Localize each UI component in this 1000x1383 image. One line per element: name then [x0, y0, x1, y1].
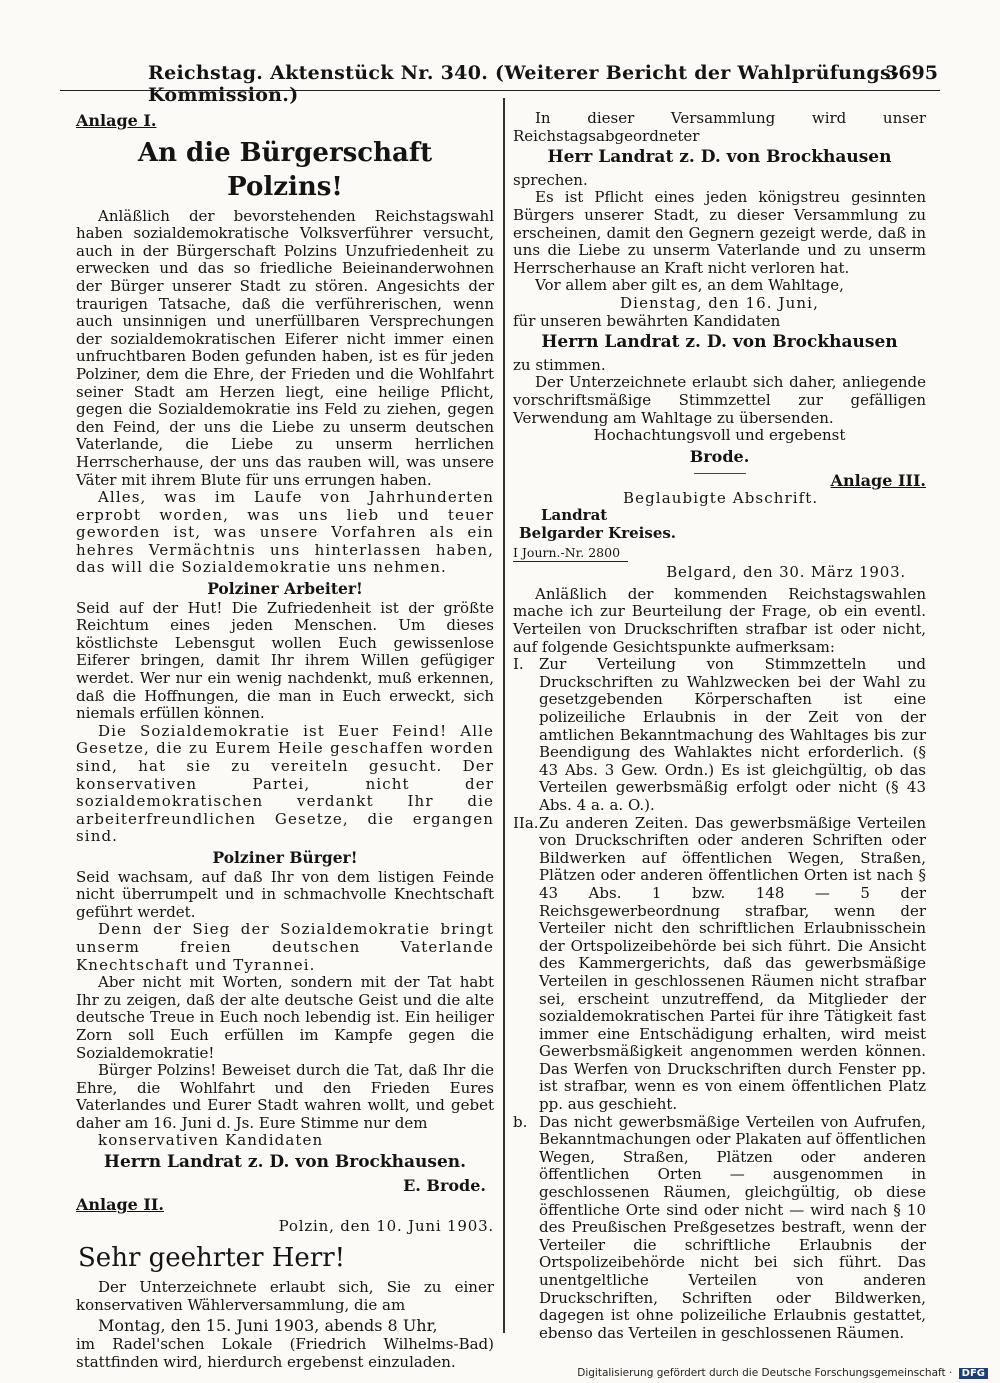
election-date: Dienstag, den 16. Juni, — [620, 293, 819, 312]
journal-number: I Journ.-Nr. 2800 — [513, 544, 628, 563]
paragraph: Es ist Pflicht eines jeden königstreu gesinnten Bürgers unserer Stadt, zu dieser Versammlung zu erscheinen, damit den Gegnern gezeigt werde, daß in uns die Liebe zu unserm Vaterlande und zu unserm Herrscherhause an Kraft nicht verloren hat. — [513, 188, 926, 277]
list-item — [513, 656, 926, 814]
closing: Hochachtungsvoll und ergebenst — [593, 426, 846, 445]
annex-1-title: An die Bürgerschaft Polzins! — [137, 137, 433, 202]
paragraph: Denn der Sieg der Sozialdemokratie bringt unserm freien deutschen Vaterlande Knechtschaft und Tyrannei. — [76, 920, 494, 974]
candidate-name: Herrn Landrat z. D. von Brockhausen — [541, 332, 898, 353]
item-text: Das nicht gewerbsmäßige Verteilen von Aufrufen, Bekanntmachungen oder Plakaten auf öffentlichen Wegen, Straßen, Plätzen oder anderen öffentlichen Orten — ausgenommen in geschlossenen Räumen, gleichgültig, ob diese öffentliche Orte sind oder nicht — wird nach § 10 des Preußischen Preßgesetzes bestraft, wenn der Verteiler die schriftliche Erlaubnis der Ortspolizeibehörde nicht bei sich führt. Das unentgeltliche Verteilen von anderen Druckschriften, Schriften oder Bildwerken, dagegen ist ohne polizeiliche Erlaubnis gestattet, ebenso das Verteilen in geschlossenen Räumen. — [539, 1112, 926, 1342]
item-marker: b. — [513, 1112, 528, 1131]
left-column — [76, 110, 494, 1371]
signature: Brode. — [689, 446, 750, 466]
paragraph: konservativen Kandidaten — [98, 1131, 324, 1150]
list-item — [513, 815, 926, 1114]
paragraph: In dieser Versammlung wird unser Reichstagsabgeordneter — [513, 109, 926, 145]
landrat-line: Landrat — [541, 506, 608, 525]
paragraph: Seid wachsam, auf daß Ihr von dem listigen Feinde nicht überrumpelt und in schmachvolle Knechtschaft geführt werdet. — [76, 867, 494, 921]
paragraph: Der Unterzeichnete erlaubt sich, Sie zu einer konservativen Wählerversammlung, die am — [76, 1278, 494, 1315]
paragraph: Vor allem aber gilt es, an dem Wahltage, — [535, 276, 844, 295]
subheading-workers: Polziner Arbeiter! — [207, 579, 363, 599]
paragraph: Aber nicht mit Worten, sondern mit der Tat habt Ihr zu zeigen, daß der alte deutsche Geist und die alte deutsche Treue in Euch noch lebendig ist. Ein heiliger Zorn soll Euch erfüllen im Kampfe gegen die Sozialdemokratie! — [76, 973, 494, 1062]
paragraph: sprechen. — [513, 170, 588, 189]
certified-copy: Beglaubigte Abschrift. — [623, 488, 819, 507]
item-marker: IIa. — [513, 813, 539, 832]
footer-credit — [577, 1367, 988, 1379]
header-title: Reichstag. Aktenstück Nr. 340. (Weiterer Bericht der Wahlprüfungs-Kommission.) — [148, 62, 900, 106]
page-header — [60, 58, 940, 106]
dfg-logo: DFG — [959, 1368, 988, 1379]
paragraph: für unseren bewährten Kandidaten — [513, 311, 781, 330]
footer-text: Digitalisierung gefördert durch die Deutsche Forschungsgemeinschaft · — [577, 1367, 953, 1379]
right-column — [513, 110, 926, 1342]
paragraph: Anläßlich der bevorstehenden Reichstagswahl haben sozialdemokratische Volksverführer versucht, auch in der Bürgerschaft Polzins Unzufriedenheit zu erwecken und das so friedliche Beieinanderwohnen der Bürger unserer Stadt zu stören. Angesichts der traurigen Tatsache, daß die verführerischen, wenn auch unsinnigen und unerfüllbaren Versprechungen der sozialdemokratischen Eiferer nicht immer einen unfruchtbaren Boden gefunden haben, ist es für jeden Polziner, dem die Ehre, der Frieden und die Wohlfahrt seiner Stadt am Herzen liegt, eine heilige Pflicht, gegen die Sozialdemokratie ins Feld zu ziehen, gegen den Feind, der uns die Liebe zu unserm deutschen Vaterlande, die Liebe zu unserm herrlichen Herrscherhause, der uns das rauben will, was unsere Väter mit ihrem Blute für uns errungen haben. — [76, 206, 494, 489]
annex-2-title: Sehr geehrter Herr! — [78, 1243, 346, 1274]
column-divider — [503, 98, 505, 1333]
item-marker: I. — [513, 655, 524, 674]
date-line: Belgard, den 30. März 1903. — [666, 563, 906, 582]
annex-1-label: Anlage I. — [76, 111, 157, 130]
district-line: Belgarder Kreises. — [519, 524, 677, 543]
list-item — [513, 1114, 926, 1343]
subheading-citizens: Polziner Bürger! — [212, 847, 358, 867]
signature: E. Brode. — [403, 1175, 486, 1195]
page-number: 3695 — [885, 62, 938, 84]
item-text: Zu anderen Zeiten. Das gewerbsmäßige Verteilen von Druckschriften oder anderen Schriften oder Bildwerken auf öffentlichen Wegen, Straßen, Plätzen oder anderen öffentlichen Orten ist nach § 43 Abs. 1 bzw. 148 — 5 der Reichsgewerbeordnung strafbar, wenn der Verteiler nicht den schriftlichen Erlaubnisschein der Ortspolizeibehörde bei sich führt. Die Ansicht des Kammergerichts, daß das gewerbsmäßige Verteilen in geschlossenen Räumen nicht strafbar sei, erscheint unzutreffend, da Mitglieder der sozialdemokratischen Partei für ihre Tätigkeit fast immer eine Entschädigung erhalten, wird meist Gewerbsmäßigkeit angenommen werden können. Das Werfen von Druckschriften durch Fenster pp. ist strafbar, wenn es von einem öffentlichen Platz pp. aus geschieht. — [539, 813, 926, 1114]
paragraph: Alles, was im Laufe von Jahrhunderten erprobt worden, was uns lieb und teuer geworden ist, was unsere Vorfahren als ein hehres Vermächtnis uns hinterlassen haben, das will die Sozialdemokratie uns nehmen. — [76, 488, 494, 577]
candidate-name: Herr Landrat z. D. von Brockhausen — [547, 147, 892, 168]
annex-3-label: Anlage III. — [830, 471, 926, 491]
paragraph: Bürger Polzins! Beweiset durch die Tat, daß Ihr die Ehre, die Wohlfahrt und den Frieden Eures Vaterlandes und Eurer Stadt wahren wollt, und gebet daher am 16. Juni d. Js. Eure Stimme nur dem — [76, 1061, 494, 1132]
provisions-list — [513, 656, 926, 1342]
candidate-name: Herrn Landrat z. D. von Brockhausen. — [103, 1152, 467, 1173]
paragraph: Seid auf der Hut! Die Zufriedenheit ist der größte Reichtum eines jeden Menschen. Um dieses köstlichste Lebensgut wollen Euch gewissenlose Eiferer bringen, damit Ihr ihrem Willen gefügiger werdet. Wer nur ein wenig nachdenkt, muß erkennen, daß die Hoffnungen, die man in Euch erweckt, sich niemals erfüllen können. — [76, 598, 494, 723]
paragraph: im Radel'schen Lokale (Friedrich Wilhelms-Bad) stattfinden wird, hierdurch ergebenst einzuladen. — [76, 1335, 494, 1371]
paragraph: Der Unterzeichnete erlaubt sich daher, anliegende vorschriftsmäßige Stimmzettel zur gefälligen Verwendung am Wahltage zu übersenden. — [513, 373, 926, 427]
item-text: Zur Verteilung von Stimmzetteln und Druckschriften zu Wahlzwecken bei der Wahl zu gesetzgebenden Körperschaften ist eine polizeiliche Erlaubnis in der Zeit von der amtlichen Bekanntmachung des Wahltages bis zur Beendigung des Wahlaktes nicht erforderlich. (§ 43 Abs. 3 Gew. Ordn.) Es ist gleichgültig, ob das Verteilen gewerbsmäßig erfolgt oder nicht (§ 43 Abs. 4 a. a. O.). — [539, 655, 926, 814]
paragraph: zu stimmen. — [513, 355, 606, 374]
date-line: Polzin, den 10. Juni 1903. — [278, 1216, 494, 1235]
paragraph: Die Sozialdemokratie ist Euer Feind! Alle Gesetze, die zu Eurem Heile geschaffen worden sind, hat sie zu vereiteln gesucht. Der konservativen Partei, nicht der sozialdemokratischen verdankt Ihr die arbeiterfreundlichen Gesetze, die ergangen sind. — [76, 721, 494, 846]
meeting-date: Montag, den 15. Juni 1903, abends 8 Uhr, — [98, 1315, 438, 1335]
annex-2-label: Anlage II. — [76, 1195, 164, 1215]
paragraph: Anläßlich der kommenden Reichstagswahlen mache ich zur Beurteilung der Frage, ob ein eventl. Verteilen von Druckschriften strafbar ist oder nicht, auf folgende Gesichtspunkte aufmerksam: — [513, 584, 926, 656]
